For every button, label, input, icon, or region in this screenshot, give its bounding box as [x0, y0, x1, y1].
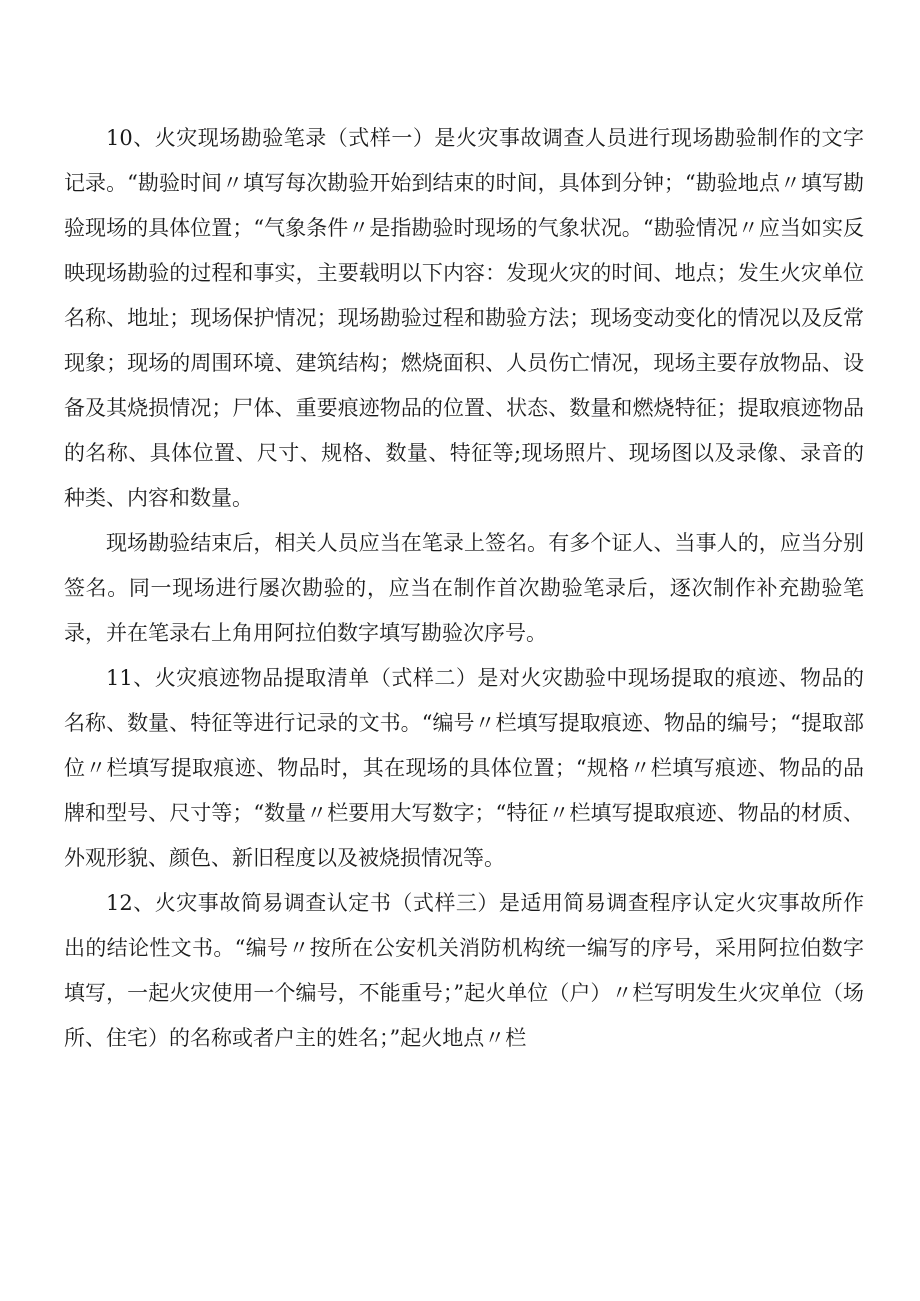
paragraph-signature-requirements: 现场勘验结束后，相关人员应当在笔录上签名。有多个证人、当事人的，应当分别签名。同一现场进行屡次勘验的，应当在制作首次勘验笔录后，逐次制作补充勘验笔录，并在笔录右上角用阿拉伯数字填写勘验次序号。: [64, 531, 864, 645]
document-body: [64, 116, 864, 1061]
paragraph-12-simple-investigation: 12、火灾事故简易调查认定书（式样三）是适用简易调查程序认定火灾事故所作出的结论性文书。“编号〃按所在公安机关消防机构统一编写的序号，采用阿拉伯数字填写，一起火灾使用一个编号，不能重号；”起火单位（户）〃栏写明发生火灾单位（场所、住宅）的名称或者户主的姓名；”起火地点〃栏: [64, 891, 864, 1050]
paragraph-11-evidence-list: 11、火灾痕迹物品提取清单（式样二）是对火灾勘验中现场提取的痕迹、物品的名称、数量、特征等进行记录的文书。“编号〃栏填写提取痕迹、物品的编号；“提取部位〃栏填写提取痕迹、物品时，其在现场的具体位置；“规格〃栏填写痕迹、物品的品牌和型号、尺寸等；“数量〃栏要用大写数字；“特征〃栏填写提取痕迹、物品的材质、外观形貌、颜色、新旧程度以及被烧损情况等。: [64, 666, 864, 870]
paragraph-10-inspection-record: 10、火灾现场勘验笔录（式样一）是火灾事故调查人员进行现场勘验制作的文字记录。“勘验时间〃填写每次勘验开始到结束的时间，具体到分钟；“勘验地点〃填写勘验现场的具体位置；“气象条件〃是指勘验时现场的气象状况。“勘验情况〃应当如实反映现场勘验的过程和事实，主要载明以下内容：发现火灾的时间、地点；发生火灾单位名称、地址；现场保护情况；现场勘验过程和勘验方法；现场变动变化的情况以及反常现象；现场的周围环境、建筑结构；燃烧面积、人员伤亡情况，现场主要存放物品、设备及其烧损情况；尸体、重要痕迹物品的位置、状态、数量和燃烧特征；提取痕迹物品的名称、具体位置、尺寸、规格、数量、特征等;现场照片、现场图以及录像、录音的种类、内容和数量。: [64, 126, 864, 510]
